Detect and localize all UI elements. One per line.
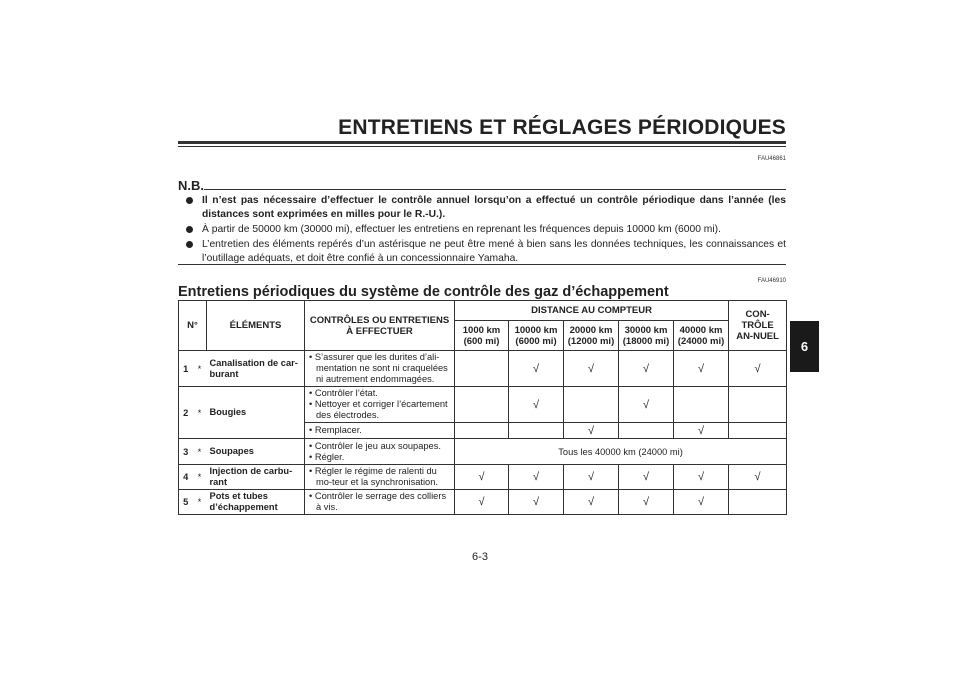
asterisk-mark: *: [193, 351, 207, 387]
header-no: N°: [179, 301, 207, 351]
table-row: [179, 387, 787, 423]
check-cell: √: [729, 465, 787, 490]
row-number: 4: [179, 465, 193, 490]
check-cell: [729, 490, 787, 515]
title-rule: [178, 141, 786, 144]
check-cell: [619, 423, 674, 439]
row-number: 1: [179, 351, 193, 387]
reference-code: FAU46910: [757, 278, 786, 284]
check-cell: [674, 387, 729, 423]
check-cell: [455, 387, 509, 423]
nb-end-rule: [178, 264, 786, 265]
check-cell: [729, 387, 787, 423]
check-cell: √: [674, 465, 729, 490]
check-cell: √: [564, 351, 619, 387]
check-cell: √: [674, 351, 729, 387]
row-element: Pots et tubes d’échappement: [207, 490, 305, 515]
asterisk-mark: *: [193, 465, 207, 490]
check-cell: √: [674, 490, 729, 515]
check-cell: √: [564, 423, 619, 439]
title-rule-thin: [178, 146, 786, 147]
bullet-icon: [186, 226, 193, 233]
check-cell: √: [564, 465, 619, 490]
check-cell: [564, 387, 619, 423]
check-cell: √: [509, 351, 564, 387]
check-cell: [455, 423, 509, 439]
row-number: 5: [179, 490, 193, 515]
page-title: ENTRETIENS ET RÉGLAGES PÉRIODIQUES: [338, 116, 786, 139]
check-cell: √: [509, 490, 564, 515]
row-controls: • Contrôler le serrage des colliers à vis.: [305, 490, 455, 515]
nb-rule: [204, 189, 786, 190]
header-km: 40000 km (24000 mi): [674, 321, 729, 351]
bullet-icon: [186, 241, 193, 248]
interval-note: Tous les 40000 km (24000 mi): [455, 439, 787, 465]
table-row: [179, 439, 787, 465]
row-controls: • Contrôler le jeu aux soupapes. • Régler.: [305, 439, 455, 465]
asterisk-mark: *: [193, 387, 207, 439]
header-km: 1000 km (600 mi): [455, 321, 509, 351]
row-element: Injection de carbu-rant: [207, 465, 305, 490]
header-distance: DISTANCE AU COMPTEUR: [455, 301, 729, 321]
header-controls: CONTRÔLES OU ENTRETIENS À EFFECTUER: [305, 301, 455, 351]
row-controls: • Contrôler l’état. • Nettoyer et corriger l’écartement des électrodes.: [305, 387, 455, 423]
section-title: Entretiens périodiques du système de contrôle des gaz d’échappement: [178, 284, 669, 300]
check-cell: √: [619, 351, 674, 387]
bullet-icon: [186, 197, 193, 204]
asterisk-mark: *: [193, 439, 207, 465]
row-number: 2: [179, 387, 193, 439]
check-cell: √: [729, 351, 787, 387]
check-cell: √: [509, 465, 564, 490]
nb-item: L’entretien des éléments repérés d’un astérisque ne peut être mené à bien sans les données techniques, les connaissances et l’outillage adéquats, et doit être confié à un concessionnaire Yamaha.: [186, 238, 786, 266]
nb-item: À partir de 50000 km (30000 mi), effectuer les entretiens en reprenant les fréquences depuis 10000 km (6000 mi).: [186, 223, 786, 237]
row-element: Soupapes: [207, 439, 305, 465]
check-cell: [509, 423, 564, 439]
check-cell: √: [455, 465, 509, 490]
check-cell: √: [674, 423, 729, 439]
header-km: 10000 km (6000 mi): [509, 321, 564, 351]
asterisk-mark: *: [193, 490, 207, 515]
page-number: 6-3: [472, 551, 488, 563]
table-row: [179, 351, 787, 387]
header-annual: CON-TRÔLE AN-NUEL: [729, 301, 787, 351]
row-controls: • Régler le régime de ralenti du mo-teur et la synchronisation.: [305, 465, 455, 490]
chapter-tab: 6: [790, 321, 819, 372]
check-cell: √: [619, 387, 674, 423]
maintenance-table: [178, 300, 787, 515]
check-cell: √: [509, 387, 564, 423]
check-cell: [729, 423, 787, 439]
table-row: [179, 465, 787, 490]
row-element: Canalisation de car-burant: [207, 351, 305, 387]
reference-code: FAU46861: [757, 156, 786, 162]
nb-list: [186, 194, 786, 267]
header-elements: ÉLÉMENTS: [207, 301, 305, 351]
check-cell: √: [564, 490, 619, 515]
check-cell: [455, 351, 509, 387]
check-cell: √: [455, 490, 509, 515]
table-row: [179, 490, 787, 515]
nb-label: N.B.: [178, 178, 204, 193]
row-element: Bougies: [207, 387, 305, 439]
nb-item: Il n’est pas nécessaire d’effectuer le contrôle annuel lorsqu’on a effectué un contrôle périodique dans l’année (les distances sont exprimées en milles pour le R.-U.).: [186, 194, 786, 222]
header-km: 20000 km (12000 mi): [564, 321, 619, 351]
row-controls: • S’assurer que les durites d’ali-mentation ne sont ni craquelées ni autrement endommagées.: [305, 351, 455, 387]
row-controls: • Remplacer.: [305, 423, 455, 439]
header-km: 30000 km (18000 mi): [619, 321, 674, 351]
check-cell: √: [619, 490, 674, 515]
row-number: 3: [179, 439, 193, 465]
check-cell: √: [619, 465, 674, 490]
